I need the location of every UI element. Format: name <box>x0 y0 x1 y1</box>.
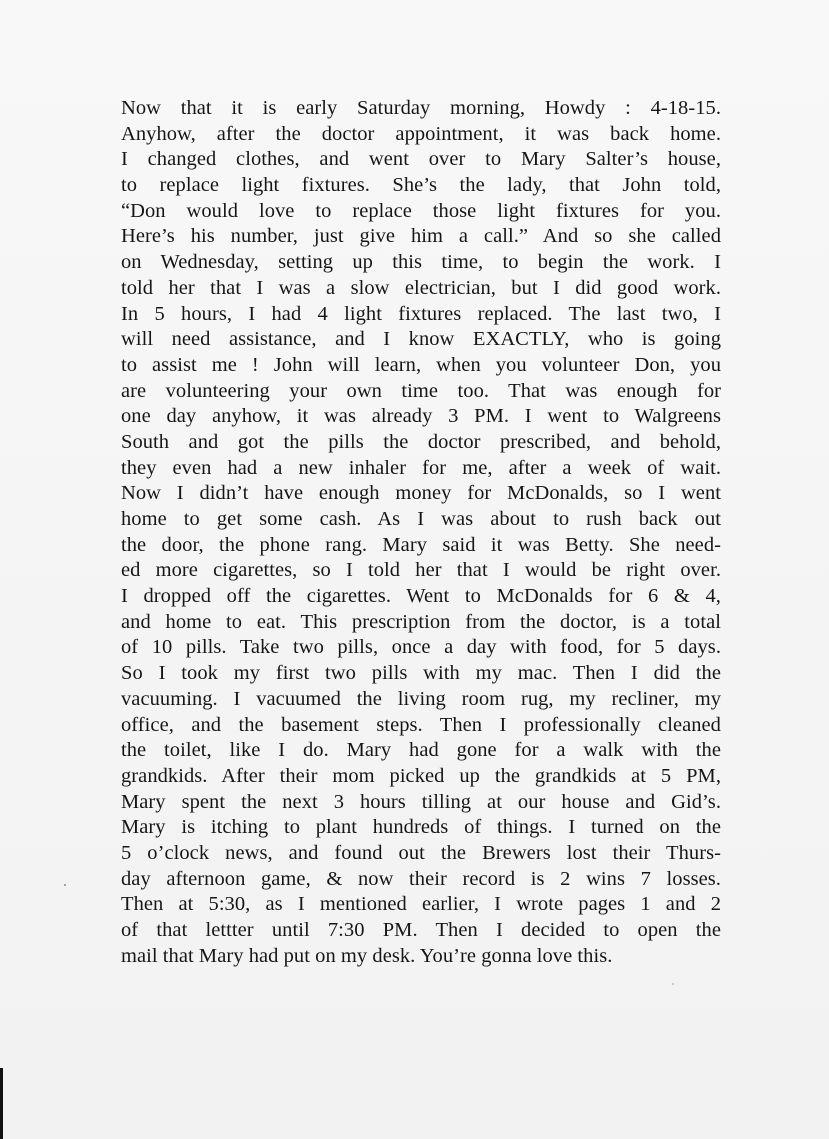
text-line: “Don would love to replace those light fixtures for you. <box>121 199 721 222</box>
text-line: the door, the phone rang. Mary said it was Betty. She need- <box>121 533 721 556</box>
scan-speck <box>64 884 66 886</box>
text-line: Then at 5:30, as I mentioned earlier, I wrote pages 1 and 2 <box>121 893 721 916</box>
text-line: told her that I was a slow electrician, but I did good work. <box>121 276 721 299</box>
text-line: will need assistance, and I know EXACTLY, who is going <box>121 328 721 351</box>
text-line: to replace light fixtures. She’s the lady, that John told, <box>121 174 721 197</box>
letter-body <box>121 96 721 969</box>
text-line: are volunteering your own time too. That was enough for <box>121 379 721 402</box>
text-line: Mary spent the next 3 hours tilling at our house and Gid’s. <box>121 790 721 813</box>
text-line: So I took my first two pills with my mac. Then I did the <box>121 662 721 685</box>
text-line: the toilet, like I do. Mary had gone for a walk with the <box>121 739 721 762</box>
text-line: on Wednesday, setting up this time, to begin the work. I <box>121 251 721 274</box>
text-line: Now that it is early Saturday morning, Howdy : 4-18-15. <box>121 97 721 119</box>
text-line: vacuuming. I vacuumed the living room rug, my recliner, my <box>121 687 721 710</box>
text-line: and home to eat. This prescription from the doctor, is a total <box>121 610 721 633</box>
text-line: I dropped off the cigarettes. Went to McDonalds for 6 & 4, <box>121 585 721 608</box>
text-line: Now I didn’t have enough money for McDonalds, so I went <box>121 482 721 505</box>
text-line: In 5 hours, I had 4 light fixtures replaced. The last two, I <box>121 302 721 325</box>
text-line: ed more cigarettes, so I told her that I would be right over. <box>121 559 721 582</box>
text-line: 5 o’clock news, and found out the Brewers lost their Thurs- <box>121 841 721 864</box>
text-line: home to get some cash. As I was about to rush back out <box>121 508 721 530</box>
scan-edge-shadow <box>0 1068 3 1139</box>
text-line: Mary is itching to plant hundreds of things. I turned on the <box>121 816 721 839</box>
text-line: Anyhow, after the doctor appointment, it was back home. <box>121 122 721 145</box>
text-line: grandkids. After their mom picked up the grandkids at 5 PM, <box>121 764 721 787</box>
text-line: day afternoon game, & now their record is 2 wins 7 losses. <box>121 867 721 890</box>
text-line: I changed clothes, and went over to Mary Salter’s house, <box>121 148 721 171</box>
text-line: South and got the pills the doctor prescribed, and behold, <box>121 430 721 453</box>
text-line: one day anyhow, it was already 3 PM. I went to Walgreens <box>121 405 721 428</box>
text-line: Here’s his number, just give him a call.” And so she called <box>121 225 721 248</box>
text-line: of that lettter until 7:30 PM. Then I decided to open the <box>121 919 721 941</box>
text-line: to assist me ! John will learn, when you volunteer Don, you <box>121 353 721 376</box>
text-line: office, and the basement steps. Then I professionally cleaned <box>121 713 721 736</box>
text-line: they even had a new inhaler for me, after a week of wait. <box>121 456 721 479</box>
text-line: mail that Mary had put on my desk. You’re gonna love this. <box>121 944 613 967</box>
text-line: of 10 pills. Take two pills, once a day with food, for 5 days. <box>121 636 721 659</box>
scan-speck <box>672 983 674 985</box>
